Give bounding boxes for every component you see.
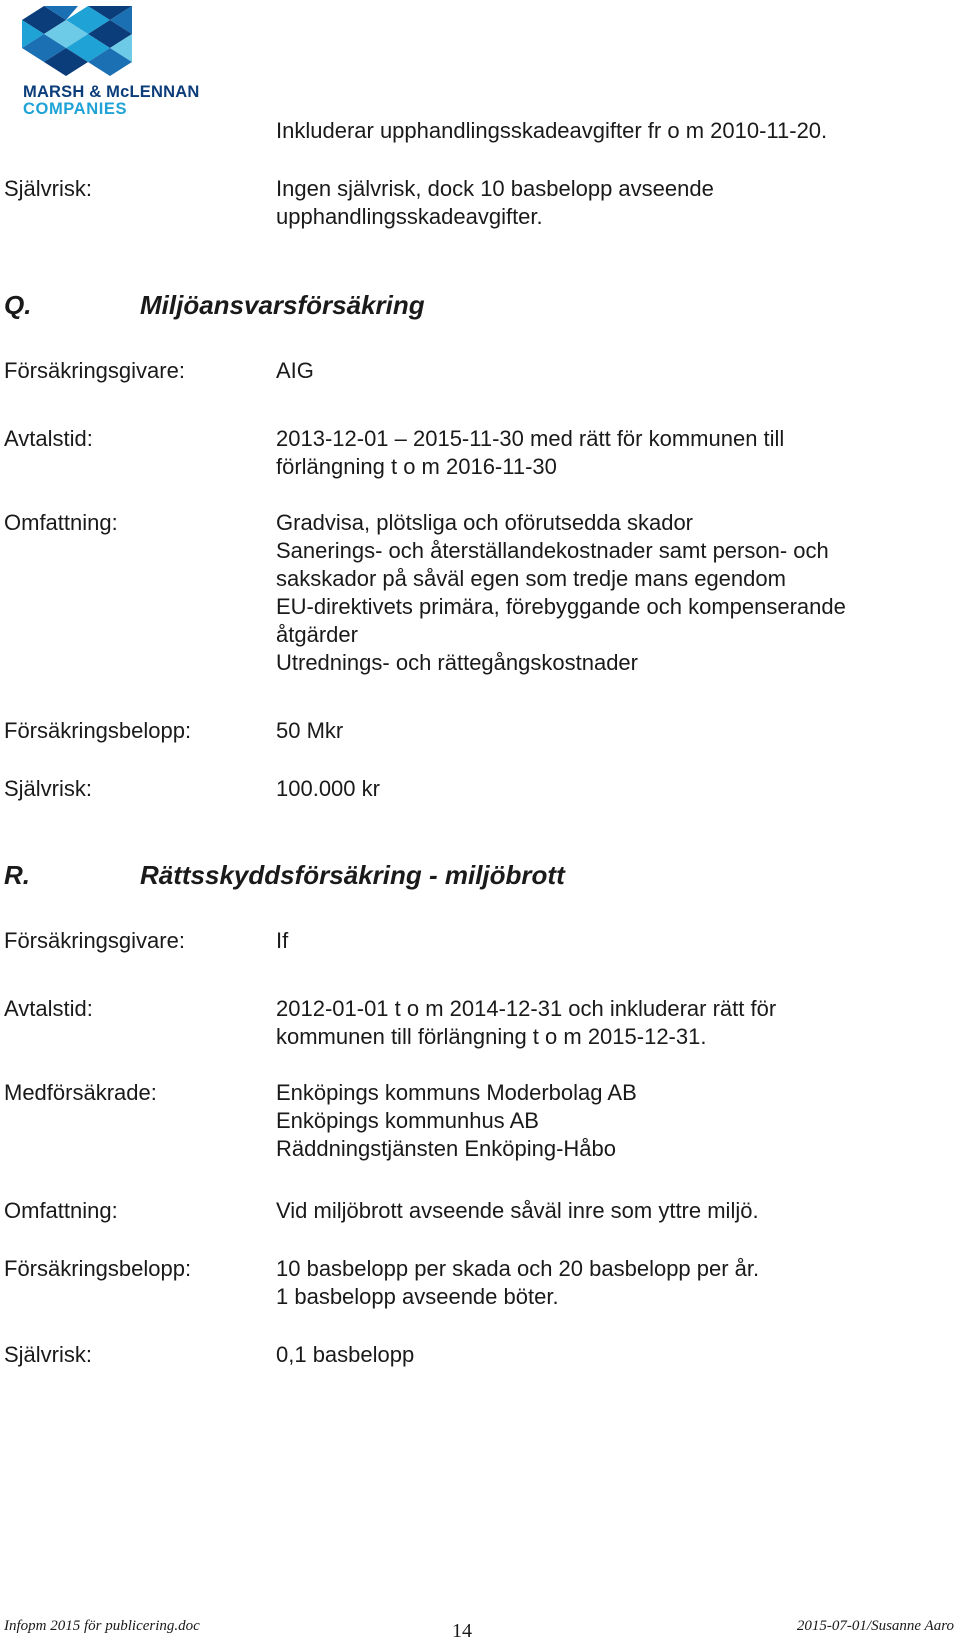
r-value-forsakringsbelopp-line: 10 basbelopp per skada och 20 basbelopp per år. [276,1256,760,1281]
intro-sjalvrisk-value-line: Ingen självrisk, dock 10 basbelopp avseende [276,176,714,201]
r-value-medforsakrade-line: Enköpings kommuns Moderbolag AB [276,1080,637,1105]
q-value-avtalstid-line: förlängning t o m 2016-11-30 [276,454,557,479]
logo-mark-icon [22,6,134,78]
footer-date-author: 2015-07-01/Susanne Aaro [796,1618,954,1634]
q-value-sjalvrisk: 100.000 kr [276,776,380,801]
r-value-sjalvrisk: 0,1 basbelopp [276,1342,415,1367]
r-value-medforsakrade-line: Enköpings kommunhus AB [276,1108,539,1133]
r-value-forsakringsbelopp-line: 1 basbelopp avseende böter. [276,1284,559,1309]
q-label-forsakringsbelopp: Försäkringsbelopp: [4,718,192,743]
r-label-sjalvrisk: Självrisk: [4,1342,93,1367]
page-number: 14 [452,1620,472,1642]
q-value-omfattning-line: EU-direktivets primära, förebyggande och kompenserande [276,594,846,619]
r-label-medforsakrade: Medförsäkrade: [4,1080,157,1105]
r-value-avtalstid-line: kommunen till förlängning t o m 2015-12-31. [276,1024,707,1049]
q-value-omfattning-line: Gradvisa, plötsliga och oförutsedda skador [276,510,694,535]
q-value-omfattning-line: åtgärder [276,622,358,647]
section-q-letter: Q. [4,290,32,320]
q-value-omfattning-line: Sanerings- och återställandekostnader samt person- och [276,538,829,563]
section-r-title: Rättsskyddsförsäkring - miljöbrott [140,860,565,890]
section-r-letter: R. [4,860,30,890]
r-value-omfattning: Vid miljöbrott avseende såväl inre som yttre miljö. [276,1198,759,1223]
r-value-avtalstid-line: 2012-01-01 t o m 2014-12-31 och inkluderar rätt för [276,996,777,1021]
r-label-avtalstid: Avtalstid: [4,996,93,1021]
q-label-forsakringsgivare: Försäkringsgivare: [4,358,185,383]
q-value-forsakringsgivare: AIG [276,358,314,383]
logo-text-line2: COMPANIES [23,100,128,118]
r-label-omfattning: Omfattning: [4,1198,118,1223]
r-label-forsakringsbelopp: Försäkringsbelopp: [4,1256,192,1281]
section-q-title: Miljöansvarsförsäkring [140,290,425,320]
intro-sjalvrisk-label: Självrisk: [4,176,93,201]
q-label-omfattning: Omfattning: [4,510,118,535]
r-value-medforsakrade-line: Räddningstjänsten Enköping-Håbo [276,1136,617,1161]
logo-text-line1: MARSH & McLENNAN [23,83,200,101]
q-value-forsakringsbelopp: 50 Mkr [276,718,344,743]
intro-line: Inkluderar upphandlingsskadeavgifter fr o m 2010-11-20. [276,118,828,143]
r-label-forsakringsgivare: Försäkringsgivare: [4,928,185,953]
q-value-omfattning-line: sakskador på såväl egen som tredje mans egendom [276,566,786,591]
footer-filename: Infopm 2015 för publicering.doc [4,1618,200,1634]
q-label-sjalvrisk: Självrisk: [4,776,93,801]
q-value-omfattning-line: Utrednings- och rättegångskostnader [276,650,638,675]
intro-sjalvrisk-value-line: upphandlingsskadeavgifter. [276,204,543,229]
q-value-avtalstid-line: 2013-12-01 – 2015-11-30 med rätt för kommunen till [276,426,785,451]
company-logo [22,6,222,116]
r-value-forsakringsgivare: If [276,928,289,953]
q-label-avtalstid: Avtalstid: [4,426,93,451]
